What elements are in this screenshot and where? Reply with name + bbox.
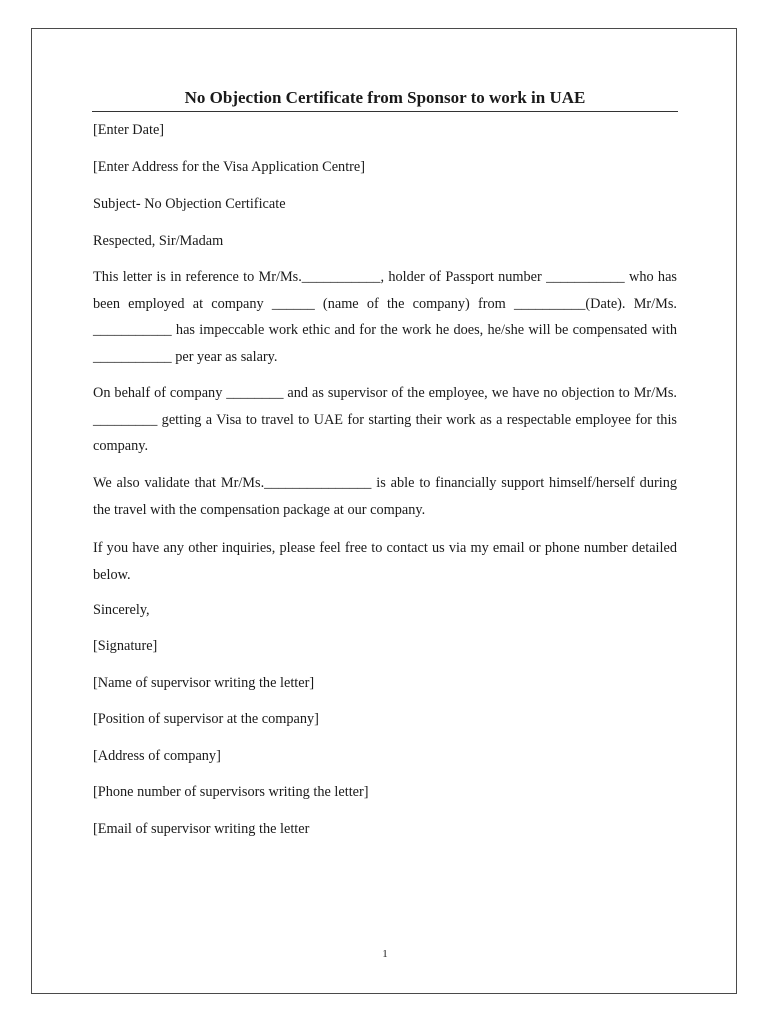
- phone-placeholder: [Phone number of supervisors writing the letter]: [93, 784, 369, 800]
- subject-line: Subject- No Objection Certificate: [93, 196, 286, 212]
- document-title: No Objection Certificate from Sponsor to work in UAE: [92, 87, 678, 112]
- address-placeholder: [Enter Address for the Visa Application Centre]: [93, 159, 366, 175]
- date-placeholder: [Enter Date]: [93, 122, 165, 138]
- email-placeholder: [Email of supervisor writing the letter: [93, 821, 310, 837]
- company-address-placeholder: [Address of company]: [93, 748, 221, 764]
- salutation: Respected, Sir/Madam: [93, 233, 224, 249]
- closing: Sincerely,: [93, 602, 150, 618]
- page-number: 1: [382, 948, 388, 960]
- signature-placeholder: [Signature]: [93, 638, 158, 654]
- paragraph-no-objection: On behalf of company ________ and as supervisor of the employee, we have no objection to Mr/Ms. _________ getting a Visa to travel to UAE for starting their work as a respectable employee for this company.: [93, 385, 677, 454]
- paragraph-inquiries: If you have any other inquiries, please feel free to contact us via my email or phone number detailed below.: [93, 540, 677, 583]
- paragraph-financial-support: We also validate that Mr/Ms._______________ is able to financially support himself/herself during the travel with the compensation package at our company.: [93, 475, 677, 518]
- paragraph-reference: This letter is in reference to Mr/Ms.___________, holder of Passport number ___________ who has been employed at company ______ (name of the company) from __________(Date). Mr/Ms. ___________ has impeccable work ethic and for the work he does, he/she will be compensated with ___________ per year as salary.: [93, 269, 677, 365]
- supervisor-name-placeholder: [Name of supervisor writing the letter]: [93, 675, 315, 691]
- supervisor-position-placeholder: [Position of supervisor at the company]: [93, 711, 319, 727]
